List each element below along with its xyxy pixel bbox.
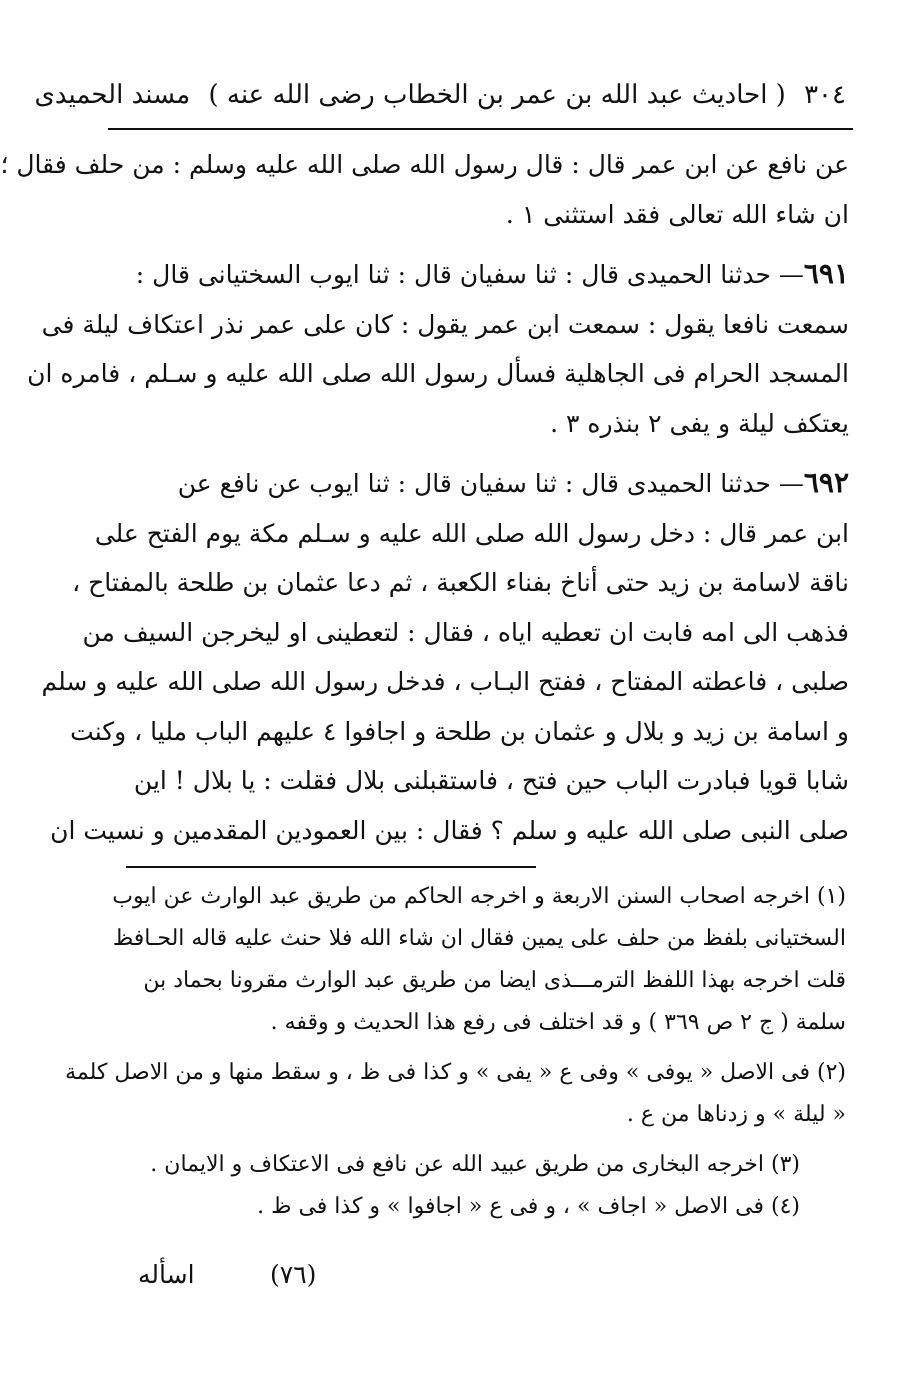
- text-fragment: — حدثنا الحميدى قال : ثنا سفيان قال : ثنا ايوب السختيانى قال :: [135, 260, 804, 289]
- hadith-number: ٦٩١: [803, 257, 849, 290]
- text-line: شابا قويا فبادرت الباب حين فتح ، فاستقبلنى بلال فقلت : يا بلال ! اين: [133, 766, 849, 795]
- text-line: [121, 249, 849, 300]
- text-line: فذهب الى امه فابت ان تعطيه اياه ، فقال : لتعطينى او ليخرجن السيف من: [82, 617, 849, 647]
- hadith-continuation: [0, 140, 849, 239]
- hadith-692: [41, 458, 849, 855]
- text-line: سمعت نافعا يقول : سمعت ابن عمر يقول : كان على عمر نذر اعتكاف ليلة فى: [41, 309, 849, 339]
- signature-number: (٧٦): [270, 1260, 317, 1289]
- book-title: مسند الحميدى: [34, 80, 191, 110]
- footnotes: [65, 876, 846, 1228]
- footnote-line: سلمة ( ج ٢ ص ٣٦٩ ) و قد اختلف فى رفع هذا الحديث و وقفه .: [270, 1010, 846, 1035]
- text-line: ان شاء الله تعالى فقد استثنى ١ .: [505, 199, 849, 229]
- hadith-number: ٦٩٢: [803, 466, 849, 499]
- footnote-line: (٢) فى الاصل « يوفى » وفى ع « يفى » و كذا فى ظ ، و سقط منها و من الاصل كلمة: [65, 1060, 846, 1085]
- footnote-line: « ليلة » و زدناها من ع .: [626, 1102, 846, 1127]
- footnote-4: [126, 1186, 846, 1228]
- footnote-2: [65, 1052, 846, 1136]
- text-line: ابن عمر قال : دخل رسول الله صلى الله عليه و سـلم مكة يوم الفتح على: [94, 518, 849, 548]
- text-fragment: — حدثنا الحميدى قال : ثنا سفيان قال : ثنا ايوب عن نافع عن: [177, 469, 804, 498]
- text-line: و اسامة بن زيد و بلال و عثمان بن طلحة و اجافوا ٤ عليهم الباب مليا ، وكنت: [70, 716, 849, 746]
- header-rule: [108, 128, 853, 130]
- footnote-rule: [126, 866, 536, 868]
- footnote-line: السختيانى بلفظ من حلف على يمين فقال ان شاء الله فلا حنث عليه قاله الحـافظ: [112, 926, 846, 951]
- catchword: اسأله: [138, 1260, 195, 1289]
- footnote-1: [112, 876, 846, 1044]
- footnote-line: (٣) اخرجه البخارى من طريق عبيد الله عن نافع فى الاعتكاف و الايمان .: [150, 1152, 800, 1177]
- page-number-header: ٣٠٤: [804, 80, 846, 110]
- text-line: المسجد الحرام فى الجاهلية فسأل رسول الله صلى الله عليه و سـلم ، فامره ان: [27, 359, 849, 388]
- footnote-3: [126, 1144, 846, 1186]
- text-line: صلى النبى صلى الله عليه و سلم ؟ فقال : بين العمودين المقدمين و نسيت ان: [50, 815, 849, 845]
- main-text: [0, 140, 849, 855]
- footnote-line: قلت اخرجه بهذا اللفظ الترمـــذى ايضا من طريق عبد الوارث مقرونا بحماد بن: [143, 968, 846, 993]
- hadith-691: [27, 249, 849, 448]
- text-line: ناقة لاسامة بن زيد حتى أناخ بفناء الكعبة ، ثم دعا عثمان بن طلحة بالمفتاح ،: [72, 568, 849, 597]
- section-title: ( احاديث عبد الله بن عمر بن الخطاب رضى الله عنه ): [208, 80, 786, 110]
- text-line: صلبى ، فاعطته المفتاح ، ففتح البـاب ، فدخل رسول الله صلى الله عليه و سلم: [41, 667, 849, 696]
- text-line: [121, 458, 849, 509]
- footnote-line: (١) اخرجه اصحاب السنن الاربعة و اخرجه الحاكم من طريق عبد الوارث عن ايوب: [112, 884, 846, 909]
- footnote-line: (٤) فى الاصل « اجاف » ، و فى ع « اجافوا » و كذا فى ظ .: [257, 1194, 800, 1219]
- text-line: عن نافع عن ابن عمر قال : قال رسول الله صلى الله عليه وسلم : من حلف فقال ؛: [0, 150, 849, 179]
- running-head: [34, 70, 846, 120]
- text-line: يعتكف ليلة و يفى ٢ بنذره ٣ .: [550, 408, 849, 438]
